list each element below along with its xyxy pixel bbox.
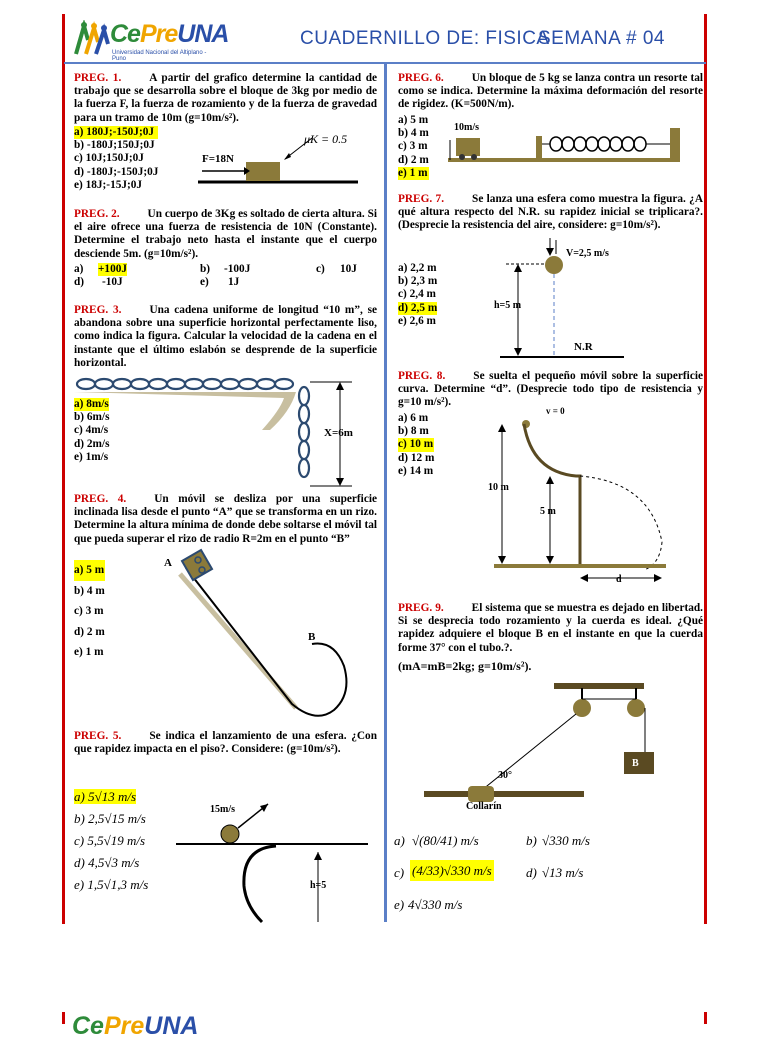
option: b) 2,3 m bbox=[398, 275, 438, 288]
question-8-label: PREG. 8. bbox=[398, 370, 446, 382]
height-10-label: 10 m bbox=[488, 482, 509, 493]
logo-figures-icon bbox=[72, 20, 112, 60]
option: c) 3 m bbox=[398, 140, 428, 153]
question-1-options bbox=[74, 126, 158, 192]
question-9-label: PREG. 9. bbox=[398, 602, 444, 614]
option: d) bbox=[74, 276, 85, 288]
point-a-label: A bbox=[164, 557, 172, 569]
left-border-next bbox=[62, 1012, 65, 1024]
block-b-label: B bbox=[632, 758, 639, 769]
question-3-text: Una cadena uniforme de longitud “10 m”, se abandona sobre una superficie horizontal perfectamente liso, como indica la figura. Calcular la velocidad de la cadena en el instante que el último eslabón se desprende de la superficie horizontal. bbox=[74, 304, 377, 369]
option: e) 18J;-15J;0J bbox=[74, 178, 143, 191]
question-4-options bbox=[74, 560, 105, 663]
question-4-text: Un móvil se desliza por una superficie inclinada lisa desde el punto “A” que se transforma en un rizo. Determine la altura mínima de donde debe soltarse el móvil tal que pueda superar el rizo de radio R=2m en el punto “B” bbox=[74, 493, 377, 545]
option: b) -180J;150J;0J bbox=[74, 139, 155, 152]
question-5-options bbox=[74, 786, 148, 896]
question-5-label: PREG. 5. bbox=[74, 730, 122, 742]
option: b) bbox=[526, 833, 537, 848]
option: a) bbox=[394, 833, 405, 848]
option: e) 2,6 m bbox=[398, 314, 436, 327]
option: e) bbox=[200, 276, 209, 288]
option: e) 1 m bbox=[74, 646, 104, 658]
option: √(80/41) m/s bbox=[412, 833, 479, 848]
option: e) bbox=[394, 897, 405, 912]
option: c) bbox=[316, 263, 325, 275]
angle-label: 30° bbox=[498, 770, 512, 781]
option: b) 6m/s bbox=[74, 411, 110, 424]
reference-level-label: N.R bbox=[574, 341, 593, 353]
option: d) 2 m bbox=[398, 153, 429, 166]
launch-speed-label: 15m/s bbox=[210, 804, 235, 815]
question-7-label: PREG. 7. bbox=[398, 193, 445, 205]
question-6-label: PREG. 6. bbox=[398, 72, 444, 84]
question-3-label: PREG. 3. bbox=[74, 304, 122, 316]
question-9-masses: (mA=mB=2kg; g=10m/s²). bbox=[398, 659, 532, 673]
velocity-label: 10m/s bbox=[454, 122, 479, 133]
question-8-options bbox=[398, 412, 434, 478]
distance-label: d bbox=[616, 574, 622, 585]
velocity-label: V=2,5 m/s bbox=[566, 248, 609, 259]
question-8-text: Se suelta el pequeño móvil sobre la superficie curva. Determine “d”. (Desprecie todo tipo de resistencia y g=10 m/s²). bbox=[398, 370, 703, 409]
option: -10J bbox=[102, 276, 123, 288]
question-1-label: PREG. 1. bbox=[74, 72, 122, 84]
option: -100J bbox=[224, 263, 251, 275]
option: a) 5√13 m/s bbox=[74, 789, 137, 804]
week-label: SEMANA # 04 bbox=[538, 28, 665, 49]
question-2-label: PREG. 2. bbox=[74, 208, 120, 220]
question-9-options bbox=[394, 828, 704, 918]
option: c) 2,4 m bbox=[398, 288, 436, 301]
option: e) 1m/s bbox=[74, 450, 109, 463]
height-label: h=5 m bbox=[494, 300, 522, 311]
option: (4/33)√330 m/s bbox=[410, 860, 494, 881]
friction-label: μK = 0.5 bbox=[304, 132, 348, 146]
option: d) -180J;-150J;0J bbox=[74, 165, 159, 178]
chain-length-label: X=6m bbox=[324, 427, 353, 439]
option: b) 4 m bbox=[74, 584, 105, 597]
collar-label: Collarín bbox=[466, 801, 502, 810]
height-5-label: 5 m bbox=[540, 506, 556, 517]
option: a) 5 m bbox=[74, 560, 105, 581]
question-9-text: El sistema que se muestra es dejado en libertad. Si se desprecia todo rozamiento y la cuerda es ideal. ¿Qué rapidez adquiere el bloque B en el instante en que la cuerda forme 37° con el tubo.?. bbox=[398, 602, 703, 654]
next-page-logo: CePreUNA bbox=[72, 1012, 199, 1040]
logo-text-2: Pre bbox=[139, 20, 178, 48]
question-5-diagram bbox=[172, 796, 372, 926]
option: a) 8m/s bbox=[74, 398, 109, 410]
option: d) bbox=[526, 865, 537, 880]
question-9 bbox=[398, 602, 703, 655]
question-1-text: A partir del grafico determine la cantidad de trabajo que se desarrolla sobre el bloque de 3kg por medio de la fuerza F, la fuerza de rozamiento y de la fuerza de gravedad para un tramo de 10m (g=10m/s²). bbox=[74, 72, 377, 124]
question-2 bbox=[74, 208, 377, 261]
question-6 bbox=[398, 72, 703, 112]
logo-text-1: Ce bbox=[110, 20, 140, 48]
option: c) bbox=[394, 865, 405, 880]
question-7 bbox=[398, 193, 703, 233]
option: a) bbox=[74, 263, 84, 275]
option: c) 10J;150J;0J bbox=[74, 152, 144, 165]
question-4-label: PREG. 4. bbox=[74, 493, 127, 505]
point-b-label: B bbox=[308, 631, 316, 643]
option: d) 4,5√3 m/s bbox=[74, 855, 140, 870]
logo-subtitle: Universidad Nacional del Altiplano - Puno bbox=[112, 50, 207, 62]
question-7-options bbox=[398, 262, 437, 328]
logo-text-3: UNA bbox=[177, 20, 229, 48]
option: a) 5 m bbox=[398, 114, 429, 126]
option: a) 2,2 m bbox=[398, 262, 437, 274]
question-6-diagram bbox=[444, 118, 690, 168]
question-7-diagram bbox=[480, 236, 670, 364]
question-1-diagram bbox=[192, 126, 362, 190]
option: d) 2 m bbox=[74, 625, 105, 638]
option: e) 14 m bbox=[398, 464, 434, 477]
height-label: h=5 bbox=[310, 880, 327, 891]
question-2-options bbox=[74, 263, 377, 289]
option: d) 2,5 m bbox=[398, 301, 438, 314]
question-2-text: Un cuerpo de 3Kg es soltado de cierta altura. Si el aire ofrece una fuerza de resistencia de 10N (Constante). Determine el trabajo neto hasta el instante que el cuerpo desciende 5m. (g=10m/s²). bbox=[74, 208, 377, 260]
cepreuna-logo bbox=[72, 20, 229, 62]
question-6-text: Un bloque de 5 kg se lanza contra un resorte tal como se indica. Determine la máxima deformación del resorte de rigidez. (K=500N/m). bbox=[398, 72, 703, 111]
option: d) 2m/s bbox=[74, 437, 110, 450]
right-border bbox=[704, 14, 707, 924]
question-3 bbox=[74, 304, 377, 370]
right-border-next bbox=[704, 1012, 707, 1024]
question-5-text: Se indica el lanzamiento de una esfera. ¿Con que rapidez impacta en el piso?. Considere: (g=10m/s²). bbox=[74, 730, 377, 756]
question-3-diagram bbox=[74, 372, 364, 492]
left-border bbox=[62, 14, 65, 924]
option: +100J bbox=[98, 263, 128, 275]
force-label: F=18N bbox=[202, 153, 234, 165]
option: c) 5,5√19 m/s bbox=[74, 833, 146, 848]
question-4 bbox=[74, 493, 377, 546]
option: 1J bbox=[228, 276, 240, 288]
option: 4√330 m/s bbox=[408, 897, 463, 912]
question-7-text: Se lanza una esfera como muestra la figura. ¿A qué altura respecto del N.R. su rapidez inicial se triplicara?. (Desprecie la resistencia del aire, considere: g=10m/s²). bbox=[398, 193, 703, 232]
question-6-options bbox=[398, 114, 429, 180]
option: 10J bbox=[340, 263, 357, 275]
option: c) 4m/s bbox=[74, 424, 109, 437]
option: c) 10 m bbox=[398, 438, 434, 451]
question-9-diagram bbox=[424, 678, 674, 810]
question-1 bbox=[74, 72, 377, 125]
option: e) 1,5√1,3 m/s bbox=[74, 877, 149, 892]
option: e) 1 m bbox=[398, 166, 428, 179]
question-8-diagram bbox=[484, 402, 694, 594]
option: b) bbox=[200, 263, 211, 275]
question-4-diagram bbox=[156, 548, 366, 724]
option: a) 180J;-150J;0J bbox=[74, 126, 158, 139]
initial-velocity-label: v = 0 bbox=[546, 406, 565, 416]
option: a) 6 m bbox=[398, 412, 429, 424]
option: b) 8 m bbox=[398, 425, 429, 438]
question-5 bbox=[74, 730, 377, 756]
option: b) 2,5√15 m/s bbox=[74, 811, 146, 826]
column-divider bbox=[384, 62, 387, 922]
page-title: CUADERNILLO DE: FISICA bbox=[300, 28, 550, 49]
option: c) 3 m bbox=[74, 605, 104, 617]
option: √13 m/s bbox=[542, 865, 584, 880]
option: √330 m/s bbox=[542, 833, 590, 848]
option: d) 12 m bbox=[398, 451, 435, 464]
option: b) 4 m bbox=[398, 127, 429, 140]
